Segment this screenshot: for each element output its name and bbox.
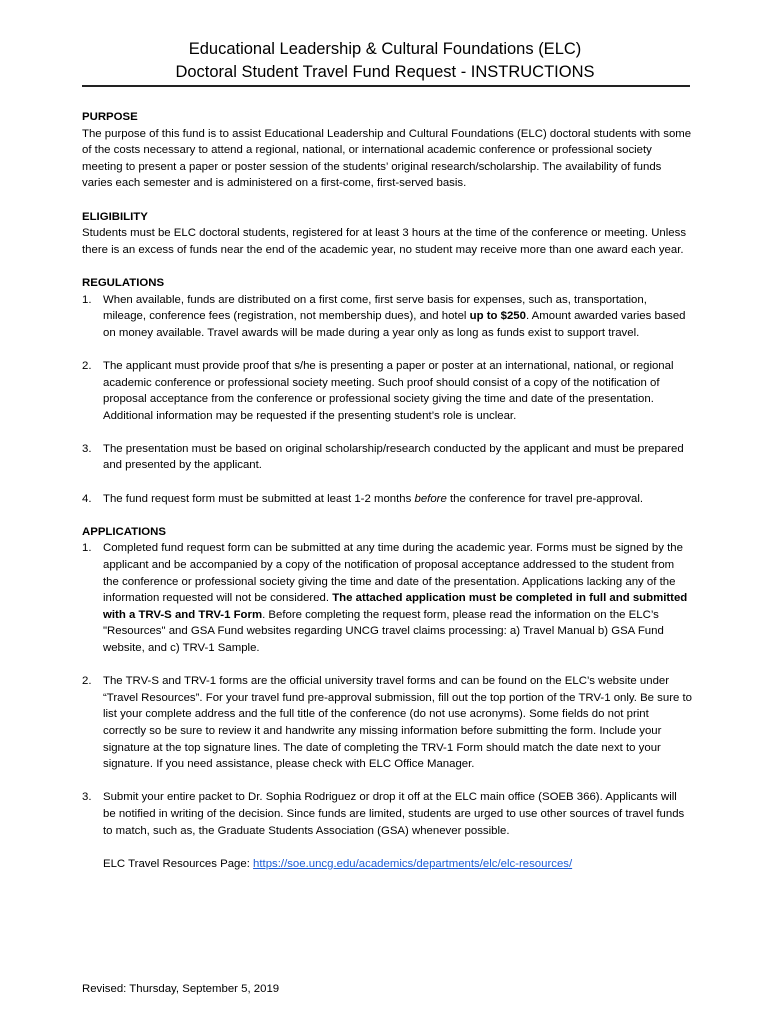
title-underline-rule: [82, 85, 690, 87]
list-number: 3.: [82, 791, 92, 804]
travel-resources-label: ELC Travel Resources Page:: [103, 857, 254, 870]
application-item-3: [82, 789, 692, 839]
regulation-text-continued: the conference for travel pre-approval.: [446, 492, 644, 505]
regulation-text: When available, funds are distributed on a first come, first serve basis for expenses, such as, transportation, mileage, conference fees (registration, not membership dues), and hotel: [103, 293, 647, 323]
regulation-item-4: [82, 491, 692, 508]
applications-section: [82, 524, 692, 872]
list-number: 4.: [82, 492, 92, 505]
regulation-text-continued: . Amount awarded varies based on money available. Travel awards will be made during a year only as long as funds exist to support travel.: [103, 310, 686, 339]
regulation-bold-amount: up to $250: [469, 310, 526, 323]
eligibility-text: Students must be ELC doctoral students, registered for at least 3 hours at the time of the conference or meeting. Unless there is an excess of funds near the end of the academic year, no student may receive more than one award each year.: [82, 227, 687, 256]
application-item-2: [82, 673, 692, 773]
list-number: 3.: [82, 442, 92, 455]
regulation-item-1: [82, 292, 692, 342]
regulation-italic-before: before: [414, 492, 447, 505]
application-bold-requirement: The attached application must be completed in full and submitted with a TRV-S and TRV-1 Form: [103, 592, 688, 621]
application-item-1: [82, 540, 692, 656]
eligibility-heading: ELIGIBILITY: [82, 210, 148, 223]
applications-list: [82, 540, 692, 839]
regulation-text: The applicant must provide proof that s/he is presenting a paper or poster at an international, national, or regional academic conference or professional society meeting. Such proof should consist of a copy of the notification of proposal acceptance from the conference or professional society giving the time and date of the presentation. Additional information may be requested if the presenting student’s role is unclear.: [103, 359, 674, 422]
travel-resources-link[interactable]: https://soe.uncg.edu/academics/departments/elc/elc-resources/: [253, 857, 573, 870]
list-number: 2.: [82, 675, 92, 688]
regulations-section: [82, 275, 692, 507]
list-number: 2.: [82, 359, 92, 372]
list-number: 1.: [82, 293, 92, 306]
regulation-item-3: [82, 441, 692, 474]
eligibility-section: [82, 209, 692, 259]
purpose-section: [82, 109, 692, 192]
application-text: The TRV-S and TRV-1 forms are the official university travel forms and can be found on the ELC’s website under “Travel Resources”. For your travel fund pre-approval submission, fill out the top portion of the TRV-1 only. Be sure to list your complete address and the full title of the conference (do not use acronyms). Some fields do not print correctly so be sure to review it and handwrite any missing information before submitting the form. Include your signature at the top signature lines. The date of completing the TRV-1 Form should match the date next to your signature. If you need assistance, please check with ELC Office Manager.: [103, 675, 693, 771]
travel-resources-line: [82, 856, 692, 873]
purpose-heading: PURPOSE: [82, 111, 138, 123]
document-body: [82, 109, 692, 889]
regulations-heading: REGULATIONS: [82, 276, 165, 289]
document-title-line2: Doctoral Student Travel Fund Request - INSTRUCTIONS: [175, 63, 595, 81]
application-text: Completed fund request form can be submitted at any time during the academic year. Forms must be signed by the applicant and be accompanied by a copy of the notification of proposal acceptance addressed to the student from the conference or professional society giving the time and date of the presentation. Applications lacking any of the information requested will not be considered.: [103, 542, 683, 605]
purpose-text: The purpose of this fund is to assist Educational Leadership and Cultural Foundations (ELC) doctoral students with some of the costs necessary to attend a regional, national, or international academic conference or professional society meeting to present a paper or poster session of the students’ original research/scholarship. The availability of funds varies each semester and is administered on a first-come, first-served basis.: [82, 127, 692, 190]
applications-heading: APPLICATIONS: [82, 525, 166, 538]
regulation-text: The fund request form must be submitted at least 1-2 months: [103, 492, 415, 505]
regulation-text: The presentation must be based on original scholarship/research conducted by the applicant and must be prepared and presented by the applicant.: [103, 442, 684, 472]
application-text: Submit your entire packet to Dr. Sophia Rodriguez or drop it off at the ELC main office (SOEB 366). Applicants will be notified in writing of the decision. Since funds are limited, students are urged to use other sources of travel funds to match, such as, the Graduate Students Association (GSA) whenever possible.: [103, 791, 685, 837]
regulations-list: [82, 292, 692, 508]
application-text-continued: . Before completing the request form, please read the information on the ELC’s "Resources" and GSA Fund websites regarding UNCG travel claims processing: a) Travel Manual b) GSA Fund website, and c) TRV-1 Sample.: [103, 608, 664, 654]
revised-date-footer: Revised: Thursday, September 5, 2019: [82, 983, 280, 995]
document-title-line1: Educational Leadership & Cultural Foundations (ELC): [188, 40, 582, 58]
regulation-item-2: [82, 358, 692, 424]
list-number: 1.: [82, 542, 92, 555]
